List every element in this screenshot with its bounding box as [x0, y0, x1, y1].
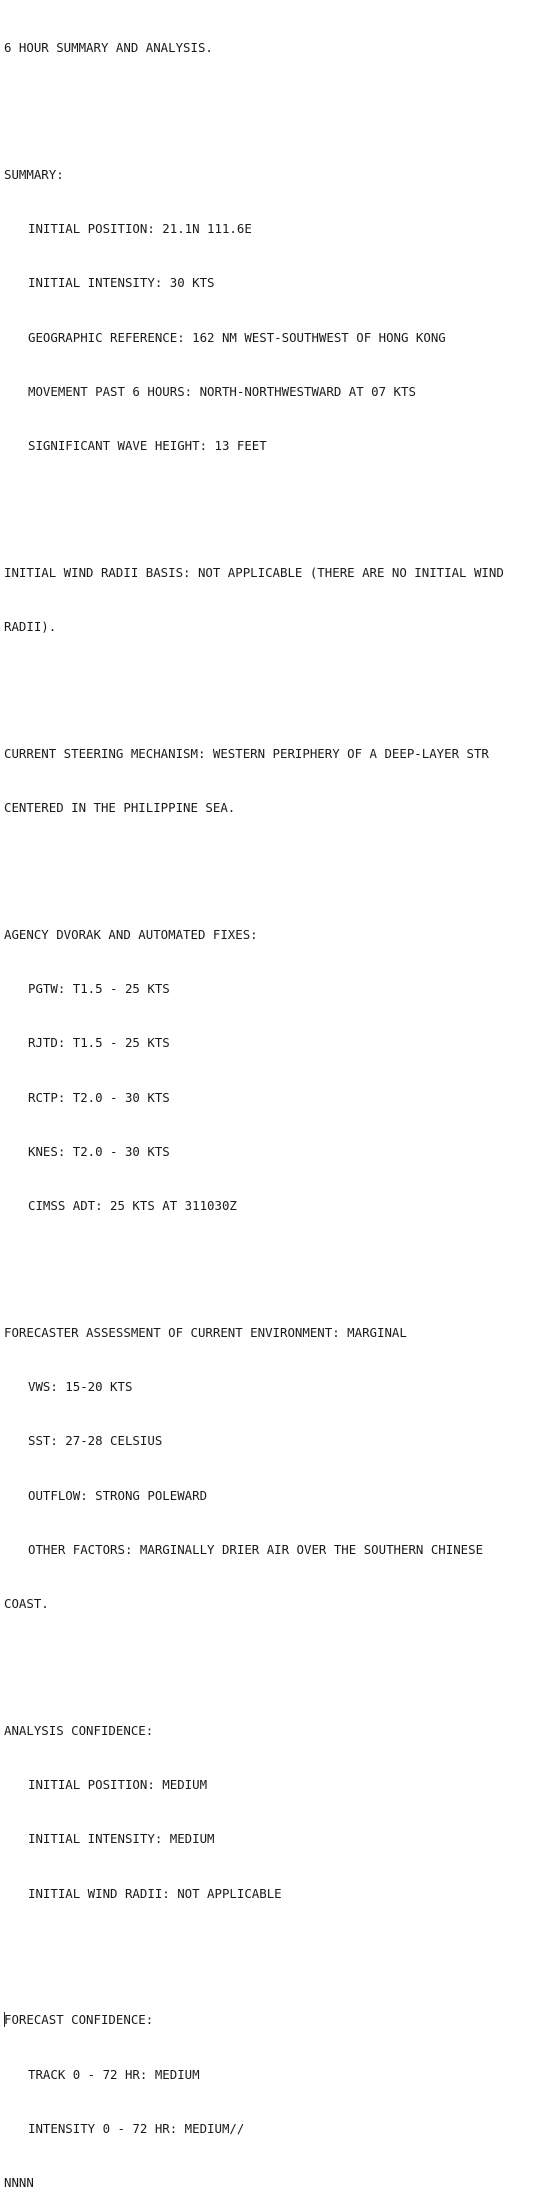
footer-line: NNNN — [4, 2175, 34, 2191]
blank-line — [4, 1939, 549, 1957]
summary-item: SIGNIFICANT WAVE HEIGHT: 13 FEET — [28, 438, 267, 454]
summary-item: INITIAL POSITION: 21.1N 111.6E — [28, 221, 252, 237]
dvorak-item: RJTD: T1.5 - 25 KTS — [28, 1035, 170, 1051]
analysis-confidence-heading: ANALYSIS CONFIDENCE: — [4, 1722, 154, 1738]
dvorak-item: CIMSS ADT: 25 KTS AT 311030Z — [28, 1198, 237, 1214]
steering-line: CURRENT STEERING MECHANISM: WESTERN PERIPHERY OF A DEEP-LAYER STR — [4, 745, 489, 761]
forecast-confidence-item: TRACK 0 - 72 HR: MEDIUM — [28, 2066, 200, 2082]
forecast-confidence-item: INTENSITY 0 - 72 HR: MEDIUM// — [28, 2120, 245, 2136]
analysis-confidence-item: INITIAL POSITION: MEDIUM — [28, 1777, 208, 1793]
blank-line — [4, 853, 549, 871]
dvorak-item: RCTP: T2.0 - 30 KTS — [28, 1089, 170, 1105]
summary-item: INITIAL INTENSITY: 30 KTS — [28, 275, 215, 291]
wind-radii-line: RADII). — [4, 619, 57, 635]
summary-heading: SUMMARY: — [4, 166, 64, 182]
summary-item: GEOGRAPHIC REFERENCE: 162 NM WEST-SOUTHWEST OF HONG KONG — [28, 329, 446, 345]
analysis-confidence-item: INITIAL INTENSITY: MEDIUM — [28, 1831, 215, 1847]
environment-item: OTHER FACTORS: MARGINALLY DRIER AIR OVER THE SOUTHERN CHINESE — [28, 1541, 484, 1557]
blank-line — [4, 1251, 549, 1269]
header-line: 6 HOUR SUMMARY AND ANALYSIS. — [4, 40, 213, 56]
environment-item: SST: 27-28 CELSIUS — [28, 1433, 163, 1449]
environment-heading: FORECASTER ASSESSMENT OF CURRENT ENVIRONMENT: MARGINAL — [4, 1324, 407, 1340]
forecast-confidence-line — [4, 2011, 549, 2029]
steering-line: CENTERED IN THE PHILIPPINE SEA. — [4, 800, 236, 816]
blank-line — [4, 93, 549, 111]
dvorak-heading: AGENCY DVORAK AND AUTOMATED FIXES: — [4, 926, 258, 942]
blank-line — [4, 1650, 549, 1668]
summary-item: MOVEMENT PAST 6 HOURS: NORTH-NORTHWESTWARD AT 07 KTS — [28, 383, 416, 399]
environment-continuation: COAST. — [4, 1596, 49, 1612]
bulletin-text[interactable] — [4, 3, 549, 2210]
environment-item: OUTFLOW: STRONG POLEWARD — [28, 1487, 208, 1503]
analysis-confidence-item: INITIAL WIND RADII: NOT APPLICABLE — [28, 1885, 282, 1901]
forecast-confidence-heading: FORECAST CONFIDENCE: — [4, 2012, 154, 2028]
wind-radii-line: INITIAL WIND RADII BASIS: NOT APPLICABLE (THERE ARE NO INITIAL WIND — [4, 564, 504, 580]
blank-line — [4, 672, 549, 690]
blank-line — [4, 492, 549, 510]
dvorak-item: KNES: T2.0 - 30 KTS — [28, 1143, 170, 1159]
dvorak-item: PGTW: T1.5 - 25 KTS — [28, 981, 170, 997]
environment-item: VWS: 15-20 KTS — [28, 1379, 133, 1395]
